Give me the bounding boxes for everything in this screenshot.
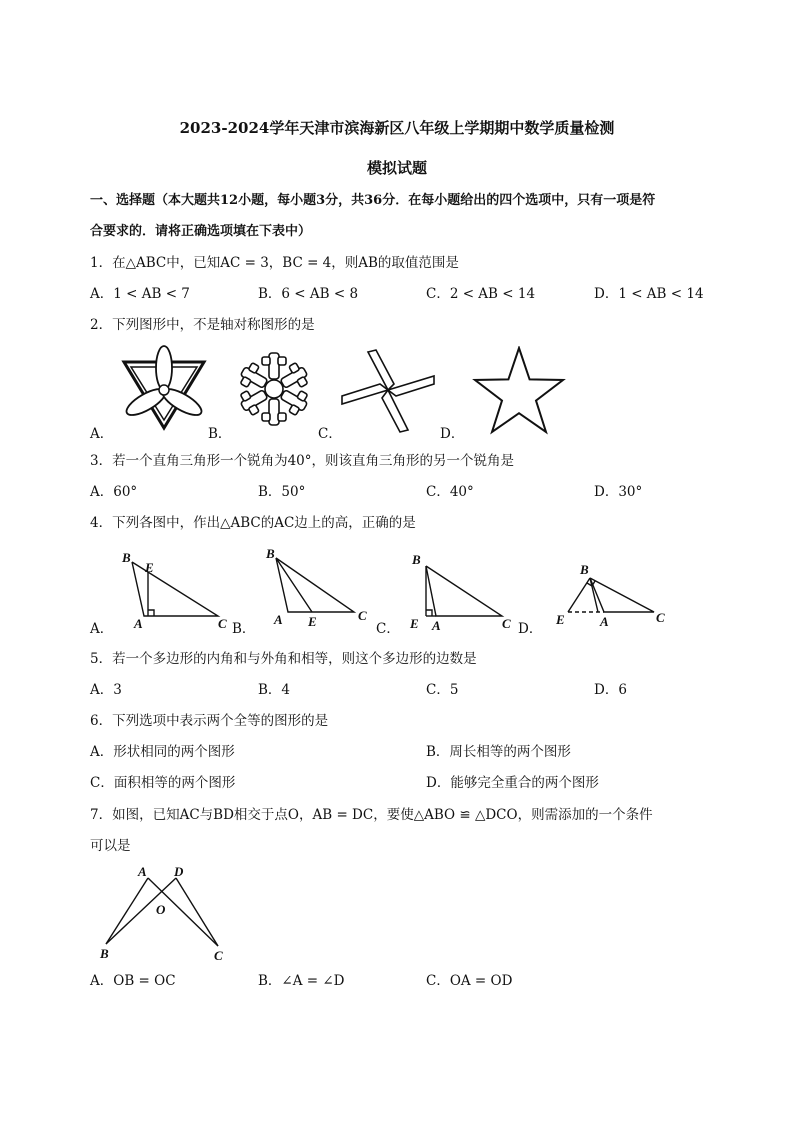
page-subtitle: 模拟试题 bbox=[366, 159, 427, 177]
q2-figure-c-pinwheel bbox=[338, 346, 438, 436]
q2-option-d: D． bbox=[440, 426, 465, 442]
q2-option-a: A． bbox=[90, 426, 114, 442]
q1-option-b: B．6 < AB < 8 bbox=[258, 286, 359, 302]
q4d-label-e: E bbox=[556, 612, 565, 627]
section-heading-line2: 合要求的．请将正确选项填在下表中） bbox=[90, 224, 312, 239]
q3-stem: 3．若一个直角三角形一个锐角为40°，则该直角三角形的另一个锐角是 bbox=[90, 453, 515, 469]
q4a-label-c: C bbox=[218, 616, 227, 631]
q4-figure-b-triangle bbox=[262, 542, 380, 632]
q4d-label-a: A bbox=[600, 614, 609, 629]
q7-label-b: B bbox=[100, 946, 109, 961]
q5-option-a: A．3 bbox=[90, 682, 122, 698]
q2-figure-d-star bbox=[472, 346, 566, 436]
q2-figure-a-propeller-triangle bbox=[118, 344, 210, 434]
q4a-label-b: B bbox=[122, 550, 131, 565]
q4-figure-a-triangle bbox=[118, 548, 240, 634]
q7-label-a: A bbox=[138, 864, 147, 879]
q7-label-c: C bbox=[214, 948, 223, 963]
q4c-label-b: B bbox=[412, 552, 421, 567]
q7-option-b: B．∠A = ∠D bbox=[258, 973, 345, 989]
q6-stem: 6．下列选项中表示两个全等的图形的是 bbox=[90, 713, 329, 729]
q1-stem: 1．在△ABC中，已知AC = 3，BC = 4，则AB的取值范围是 bbox=[90, 255, 459, 271]
q4-option-d: D． bbox=[518, 621, 543, 637]
q7-stem-line2: 可以是 bbox=[90, 838, 131, 854]
q7-label-o: O bbox=[156, 902, 166, 917]
q4-figure-d-triangle bbox=[550, 558, 674, 632]
q4c-label-a: A bbox=[432, 618, 441, 633]
q4b-label-e: E bbox=[308, 614, 317, 629]
q7-figure-crossed-triangles bbox=[92, 862, 232, 966]
q4-option-c: C． bbox=[376, 621, 400, 637]
q3-option-a: A．60° bbox=[90, 484, 138, 500]
q4d-label-c: C bbox=[656, 610, 665, 625]
q2-figure-b-snowflake bbox=[232, 350, 316, 428]
q4b-label-a: A bbox=[274, 612, 283, 627]
q5-option-c: C．5 bbox=[426, 682, 459, 698]
q6-option-a: A．形状相同的两个图形 bbox=[90, 744, 235, 760]
q7-label-d: D bbox=[174, 864, 184, 879]
q4a-label-a: A bbox=[134, 616, 143, 631]
page-title: 2023-2024学年天津市滨海新区八年级上学期期中数学质量检测 bbox=[179, 119, 615, 137]
q7-option-c: C．OA = OD bbox=[426, 973, 513, 989]
q5-stem: 5．若一个多边形的内角和与外角和相等，则这个多边形的边数是 bbox=[90, 651, 477, 667]
q3-option-d: D．30° bbox=[594, 484, 643, 500]
q4b-label-b: B bbox=[266, 546, 275, 561]
q4b-label-c: C bbox=[358, 608, 367, 623]
q4-figure-c-triangle bbox=[404, 548, 522, 634]
q2-option-b: B． bbox=[208, 426, 232, 442]
q5-option-d: D．6 bbox=[594, 682, 627, 698]
q3-option-b: B．50° bbox=[258, 484, 306, 500]
q7-stem-line1: 7．如图，已知AC与BD相交于点O，AB = DC，要使△ABO ≌ △DCO，则需添加的一个条件 bbox=[90, 807, 653, 823]
q1-option-d: D．1 < AB < 14 bbox=[594, 286, 704, 302]
q5-option-b: B．4 bbox=[258, 682, 291, 698]
q7-option-a: A．OB = OC bbox=[90, 973, 176, 989]
q4-option-a: A． bbox=[90, 621, 114, 637]
q2-stem: 2．下列图形中，不是轴对称图形的是 bbox=[90, 317, 315, 333]
q4a-label-e: E bbox=[145, 560, 154, 575]
q4c-label-c: C bbox=[502, 616, 511, 631]
q6-option-c: C．面积相等的两个图形 bbox=[90, 775, 236, 791]
q4-option-b: B． bbox=[232, 621, 256, 637]
q6-option-d: D．能够完全重合的两个图形 bbox=[426, 775, 599, 791]
q4-stem: 4．下列各图中，作出△ABC的AC边上的高，正确的是 bbox=[90, 515, 416, 531]
q1-option-c: C．2 < AB < 14 bbox=[426, 286, 536, 302]
q6-option-b: B．周长相等的两个图形 bbox=[426, 744, 571, 760]
q2-option-c: C． bbox=[318, 426, 342, 442]
q4c-label-e: E bbox=[410, 616, 419, 631]
q4d-label-b: B bbox=[580, 562, 589, 577]
q1-option-a: A．1 < AB < 7 bbox=[90, 286, 190, 302]
section-heading-line1: 一、选择题（本大题共12小题，每小题3分，共36分．在每小题给出的四个选项中，只有一项是符 bbox=[90, 193, 656, 208]
q3-option-c: C．40° bbox=[426, 484, 474, 500]
